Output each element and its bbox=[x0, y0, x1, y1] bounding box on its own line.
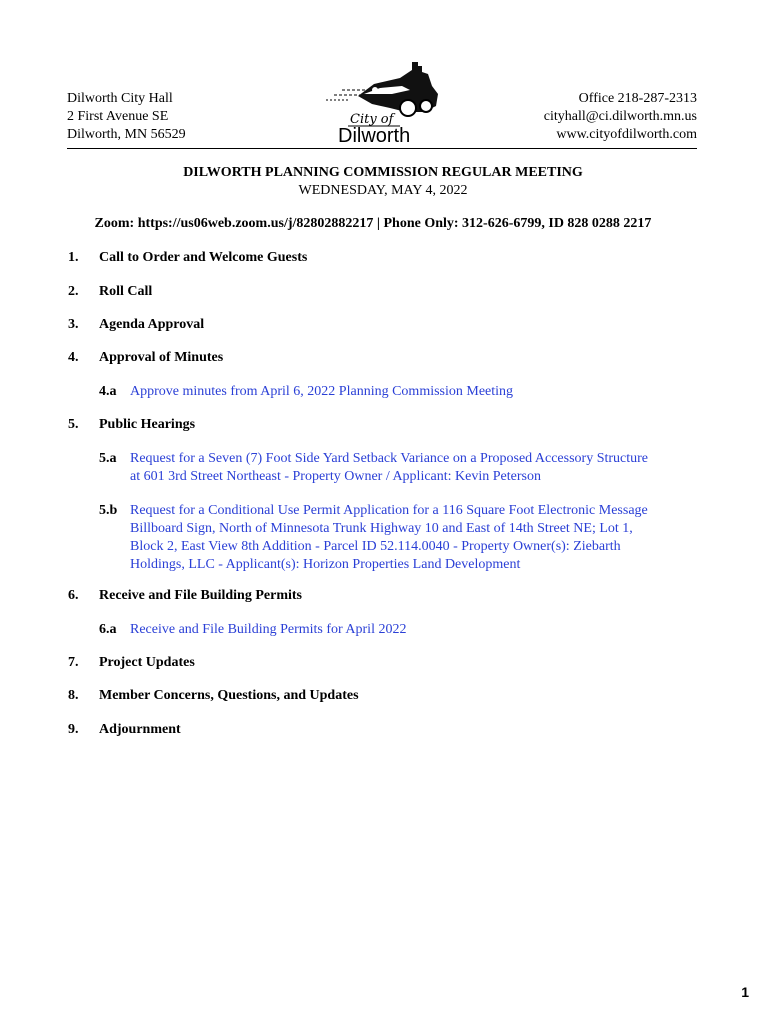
link-line: Block 2, East View 8th Addition - Parcel ID 52.114.0040 - Property Owner(s): Ziebarth bbox=[130, 539, 621, 554]
agenda-item-label: Public Hearings bbox=[99, 417, 196, 432]
agenda-item-3 bbox=[68, 317, 204, 333]
meeting-date: WEDNESDAY, MAY 4, 2022 bbox=[298, 183, 468, 198]
agenda-item-label: Member Concerns, Questions, and Updates bbox=[99, 688, 359, 703]
website: www.cityofdilworth.com bbox=[556, 127, 697, 142]
agenda-item-number: 1. bbox=[68, 250, 79, 265]
agenda-item-8 bbox=[68, 688, 359, 704]
subitem-number: 5.b bbox=[99, 503, 118, 518]
agenda-item-label: Call to Order and Welcome Guests bbox=[99, 250, 308, 265]
email-address: cityhall@ci.dilworth.mn.us bbox=[543, 109, 697, 124]
address-line: Dilworth, MN 56529 bbox=[67, 127, 186, 142]
link-text: Receive and File Building Permits for April 2022 bbox=[130, 622, 407, 637]
meeting-title: DILWORTH PLANNING COMMISSION REGULAR MEETING bbox=[183, 165, 583, 180]
address-line: 2 First Avenue SE bbox=[67, 109, 169, 124]
agenda-item-number: 5. bbox=[68, 417, 79, 432]
agenda-item-label: Project Updates bbox=[99, 655, 195, 670]
subitem-number: 4.a bbox=[99, 384, 117, 399]
subitem-6a bbox=[99, 621, 695, 639]
city-of-dilworth-logo bbox=[320, 60, 450, 146]
agenda-item-number: 8. bbox=[68, 688, 79, 703]
subitem-4a bbox=[99, 383, 695, 401]
link-text: Approve minutes from April 6, 2022 Planning Commission Meeting bbox=[130, 384, 514, 399]
conditional-use-permit-link[interactable] bbox=[130, 502, 695, 574]
agenda-item-4 bbox=[68, 350, 223, 366]
subitem-5a bbox=[99, 450, 695, 486]
agenda-item-number: 6. bbox=[68, 588, 79, 603]
building-permits-link[interactable] bbox=[130, 622, 406, 637]
link-line: Holdings, LLC - Applicant(s): Horizon Properties Land Development bbox=[130, 557, 521, 572]
agenda-item-2 bbox=[68, 284, 152, 300]
subitem-number: 5.a bbox=[99, 451, 117, 466]
train-icon bbox=[358, 62, 438, 116]
page-number: 1 bbox=[741, 984, 749, 1000]
agenda-item-number: 7. bbox=[68, 655, 79, 670]
header-divider bbox=[67, 148, 697, 149]
subitem-number: 6.a bbox=[99, 622, 117, 637]
agenda-item-label: Approval of Minutes bbox=[99, 350, 224, 365]
agenda-item-5 bbox=[68, 417, 195, 433]
agenda-item-7 bbox=[68, 655, 195, 671]
logo-dilworth-text: Dilworth bbox=[338, 125, 411, 146]
address-line: Dilworth City Hall bbox=[67, 91, 173, 106]
setback-variance-link[interactable] bbox=[130, 450, 695, 486]
approve-minutes-link[interactable] bbox=[130, 384, 513, 399]
agenda-item-label: Agenda Approval bbox=[99, 317, 205, 332]
subitem-5b bbox=[99, 502, 695, 574]
agenda-item-number: 9. bbox=[68, 722, 79, 737]
logo-city-of-text: City of bbox=[350, 112, 394, 127]
agenda-item-number: 4. bbox=[68, 350, 79, 365]
link-line: Request for a Conditional Use Permit Application for a 116 Square Foot Electronic Message bbox=[130, 503, 648, 518]
city-hall-address bbox=[67, 90, 186, 144]
link-line: Billboard Sign, North of Minnesota Trunk Highway 10 and East of 14th Street NE; Lot 1, bbox=[130, 521, 633, 536]
contact-info bbox=[544, 90, 697, 144]
agenda-item-number: 3. bbox=[68, 317, 79, 332]
agenda-item-label: Adjournment bbox=[99, 722, 181, 737]
zoom-info: Zoom: https://us06web.zoom.us/j/82802882217 | Phone Only: 312-626-6799, ID 828 0288 2217 bbox=[94, 216, 652, 231]
office-phone: Office 218-287-2313 bbox=[578, 91, 697, 106]
agenda-item-label: Roll Call bbox=[99, 284, 153, 299]
agenda-item-number: 2. bbox=[68, 284, 79, 299]
agenda-item-label: Receive and File Building Permits bbox=[99, 588, 302, 603]
agenda-item-9 bbox=[68, 722, 181, 738]
agenda-item-6 bbox=[68, 588, 302, 604]
link-line: Request for a Seven (7) Foot Side Yard Setback Variance on a Proposed Accessory Structure bbox=[130, 451, 649, 466]
link-line: at 601 3rd Street Northeast - Property Owner / Applicant: Kevin Peterson bbox=[130, 469, 541, 484]
agenda-item-1 bbox=[68, 250, 307, 266]
